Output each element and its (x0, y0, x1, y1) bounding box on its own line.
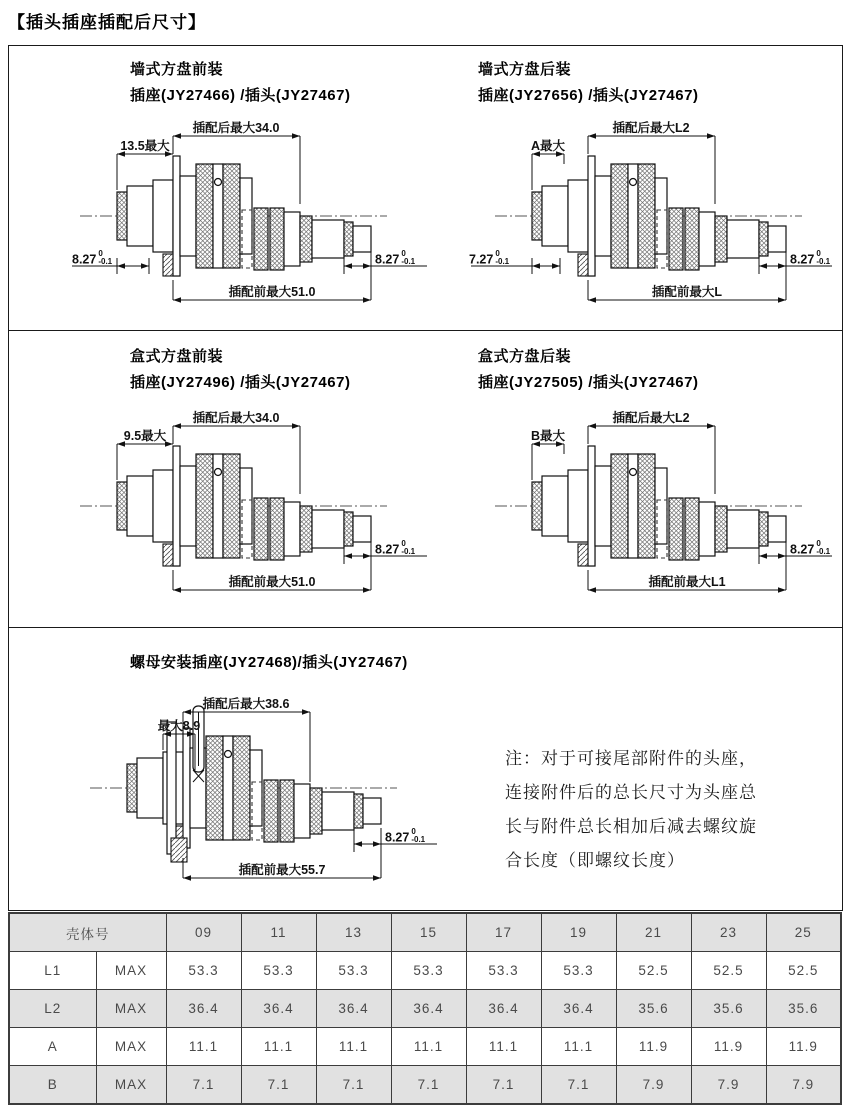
table-cell: 36.4 (241, 990, 316, 1028)
tolerance-lower: -0.1 (401, 547, 416, 556)
table-cell: 11.1 (466, 1028, 541, 1066)
shell-number-cell: 13 (316, 913, 391, 952)
tolerance-lower: -0.1 (98, 257, 113, 266)
table-row (9, 990, 841, 1028)
panel-title-box-front (130, 344, 350, 396)
connector-drawing (455, 108, 835, 326)
note-text (505, 742, 835, 878)
page-title: 【插头插座插配后尺寸】 (8, 13, 206, 32)
dim-value: 8.27 (375, 252, 400, 267)
tolerance-lower: -0.1 (816, 547, 831, 556)
dim-value: 8.27 (72, 252, 97, 267)
table-cell: 11.1 (241, 1028, 316, 1066)
dim-mated-length: 插配后最大34.0 (192, 121, 280, 135)
connector-drawing (455, 398, 835, 616)
table-cell: 36.4 (316, 990, 391, 1028)
table-cell: 7.9 (691, 1066, 766, 1105)
dim-tail-right (790, 539, 831, 558)
table-cell: 11.9 (691, 1028, 766, 1066)
panel-wall-rear (455, 108, 835, 326)
tolerance-lower: -0.1 (495, 257, 510, 266)
panel-title-wall-front (130, 57, 350, 109)
panel-partnumbers: 插座(JY27505) /插头(JY27467) (478, 374, 699, 391)
table-row (9, 1028, 841, 1066)
tolerance-upper: 0 (495, 249, 500, 258)
table-cell: 7.1 (391, 1066, 466, 1105)
dim-tail-right (385, 827, 426, 846)
table-cell: 7.9 (616, 1066, 691, 1105)
shell-size-table (8, 912, 842, 1105)
table-cell: 52.5 (766, 952, 841, 990)
dim-flange-offset: 9.5最大 (123, 429, 167, 443)
section-divider-2 (8, 627, 842, 628)
panel-name: 墙式方盘前装 (130, 61, 224, 78)
shell-number-cell: 23 (691, 913, 766, 952)
table-cell: 52.5 (616, 952, 691, 990)
table-cell: 35.6 (691, 990, 766, 1028)
table-cell: 7.9 (766, 1066, 841, 1105)
note-line: 连接附件后的总长尺寸为头座总 (505, 783, 757, 802)
dim-flange-offset: 13.5最大 (120, 139, 170, 153)
row-qualifier-cell: MAX (96, 1066, 166, 1105)
tolerance-lower: -0.1 (411, 835, 426, 844)
table-cell: 11.1 (316, 1028, 391, 1066)
dim-flange-offset: 最大8.9 (157, 719, 201, 733)
row-label-cell: L1 (9, 952, 96, 990)
table-corner-cell: 壳体号 (9, 913, 166, 952)
dim-value: 8.27 (790, 252, 815, 267)
table-row (9, 952, 841, 990)
dim-flange-offset: A最大 (530, 139, 566, 153)
table-cell: 53.3 (166, 952, 241, 990)
dim-mated-length: 插配后最大L2 (612, 121, 690, 135)
note-line: 长与附件总长相加后减去螺纹旋 (505, 817, 757, 836)
dim-flange-offset: B最大 (530, 429, 566, 443)
panel-partnumbers: 插座(JY27496) /插头(JY27467) (130, 374, 351, 391)
table-cell: 53.3 (541, 952, 616, 990)
table-cell: 53.3 (391, 952, 466, 990)
row-qualifier-cell: MAX (96, 990, 166, 1028)
shell-number-cell: 25 (766, 913, 841, 952)
row-label-cell: A (9, 1028, 96, 1066)
tolerance-upper: 0 (98, 249, 103, 258)
shell-number-cell: 21 (616, 913, 691, 952)
dim-mated-length: 插配后最大L2 (612, 411, 690, 425)
panel-title-wall-rear (478, 57, 698, 109)
table-cell: 7.1 (316, 1066, 391, 1105)
table-cell: 36.4 (466, 990, 541, 1028)
table-cell: 35.6 (766, 990, 841, 1028)
shell-number-cell: 17 (466, 913, 541, 952)
dim-tail-right (375, 539, 416, 558)
tolerance-upper: 0 (401, 249, 406, 258)
note-line: 注：对于可接尾部附件的头座， (505, 749, 757, 768)
table-cell: 36.4 (166, 990, 241, 1028)
shell-number-cell: 09 (166, 913, 241, 952)
dim-tail-right (375, 249, 416, 268)
table-cell: 7.1 (241, 1066, 316, 1105)
table-cell: 7.1 (541, 1066, 616, 1105)
table-cell: 53.3 (316, 952, 391, 990)
row-qualifier-cell: MAX (96, 952, 166, 990)
dim-mated-length: 插配后最大34.0 (192, 411, 280, 425)
table-cell: 52.5 (691, 952, 766, 990)
shell-number-cell: 19 (541, 913, 616, 952)
table-cell: 11.9 (616, 1028, 691, 1066)
dim-value: 8.27 (375, 542, 400, 557)
panel-box-front (70, 398, 430, 616)
row-qualifier-cell: MAX (96, 1028, 166, 1066)
panel-partnumbers: 插座(JY27466) /插头(JY27467) (130, 87, 351, 104)
panel-name: 墙式方盘后装 (478, 61, 572, 78)
dim-tail-right (790, 249, 831, 268)
tolerance-upper: 0 (401, 539, 406, 548)
tolerance-upper: 0 (816, 249, 821, 258)
tolerance-upper: 0 (411, 827, 416, 836)
panel-partnumbers: 插座(JY27656) /插头(JY27467) (478, 87, 699, 104)
dim-tail-left (72, 249, 113, 268)
dim-unmated-length: 插配前最大51.0 (228, 575, 316, 589)
dim-unmated-length: 插配前最大51.0 (228, 285, 316, 299)
table-cell: 53.3 (241, 952, 316, 990)
tolerance-upper: 0 (816, 539, 821, 548)
dim-value: 7.27 (469, 252, 494, 267)
panel-title-box-rear (478, 344, 698, 396)
panel-name: 盒式方盘后装 (478, 348, 572, 365)
table-header-row (9, 913, 841, 952)
table-cell: 11.1 (541, 1028, 616, 1066)
note-line: 合长度（即螺纹长度） (505, 851, 685, 870)
dim-value: 8.27 (385, 830, 410, 845)
dim-mated-length: 插配后最大38.6 (202, 697, 290, 711)
table-cell: 11.9 (766, 1028, 841, 1066)
dim-value: 8.27 (790, 542, 815, 557)
panel-wall-front (70, 108, 430, 326)
tolerance-lower: -0.1 (816, 257, 831, 266)
table-cell: 36.4 (541, 990, 616, 1028)
dim-tail-left (469, 249, 510, 268)
table-cell: 53.3 (466, 952, 541, 990)
section-divider-1 (8, 330, 842, 331)
shell-number-cell: 15 (391, 913, 466, 952)
row-label-cell: L2 (9, 990, 96, 1028)
table-cell: 11.1 (391, 1028, 466, 1066)
panel-box-rear (455, 398, 835, 616)
shell-number-cell: 11 (241, 913, 316, 952)
panel-name: 盒式方盘前装 (130, 348, 224, 365)
table-cell: 36.4 (391, 990, 466, 1028)
panel-jam-nut (55, 678, 475, 906)
table-cell: 35.6 (616, 990, 691, 1028)
dim-unmated-length: 插配前最大L (651, 285, 723, 299)
panel-title-jam-nut (130, 650, 408, 676)
row-label-cell: B (9, 1066, 96, 1105)
table-cell: 11.1 (166, 1028, 241, 1066)
table-cell: 7.1 (466, 1066, 541, 1105)
dim-unmated-length: 插配前最大L1 (648, 575, 726, 589)
tolerance-lower: -0.1 (401, 257, 416, 266)
panel-name: 螺母安装插座(JY27468)/插头(JY27467) (130, 654, 408, 671)
table-cell: 7.1 (166, 1066, 241, 1105)
dim-unmated-length: 插配前最大55.7 (238, 863, 326, 877)
table-row (9, 1066, 841, 1105)
